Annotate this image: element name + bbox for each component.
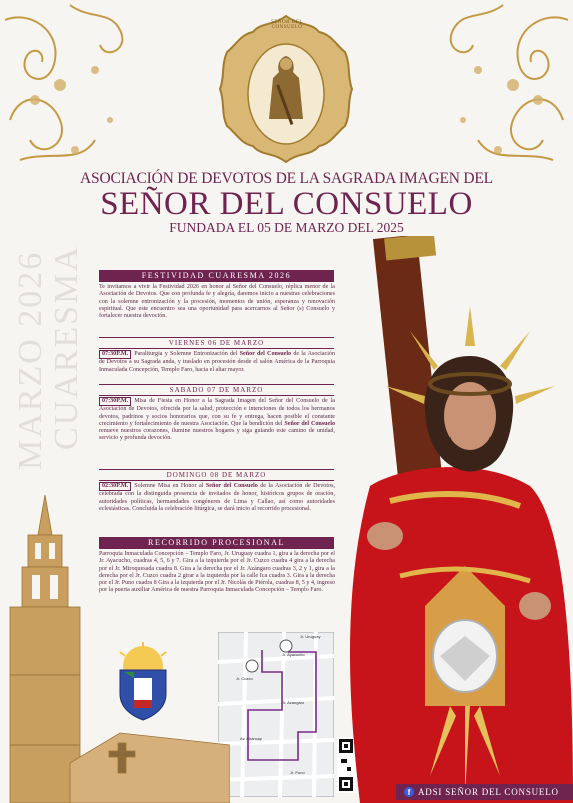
day-1-text [99, 350, 335, 374]
shield-emblem [110, 642, 176, 722]
watermark [12, 210, 85, 470]
festividad-intro: Te invitamos a vivir la Festividad 2026 en honor al Señor del Consuelo, réplica menor de la Asociación de Devotos. Que con profunda fe y alegría, daremos inicio a nuestras celebraciones con la solemne entronización y la procesión, momentos de unión, esperanza y renovación espiritual. Que este encuentro sea una oportunidad para acercarnos al Señor (s) Consuelo y fortalecer nuestra devoción. [99, 284, 335, 320]
route-map [218, 632, 334, 797]
recorrido-heading: RECORRIDO PROCESIONAL [99, 537, 334, 549]
day-1-heading: VIERNES 06 DE MARZO [99, 337, 334, 349]
ornament-top-right [430, 0, 573, 170]
founded-line: FUNDADA EL 05 DE MARZO DEL 2025 [169, 220, 404, 235]
facebook-icon: f [404, 787, 414, 797]
day-3-text-a: Solemne Misa en Honor al [134, 483, 206, 489]
association-line: ASOCIACIÓN DE DEVOTOS DE LA SAGRADA IMAGEN DEL [80, 170, 493, 187]
facebook-label: ADSI SEÑOR DEL CONSUELO [418, 787, 559, 797]
map-label-6: Jr. Puno [290, 770, 305, 775]
day-2-text-b: renueve nuestros corazones, ilumine nuestros hogares y siga guiando este camino de unidad, servicio y profunda devoción. [99, 428, 335, 442]
day-3-bold: Señor del Consuelo [205, 483, 258, 489]
day-1-text-b: de la Asociación de Devotos a su Sagrada anda, y traslado en procesión desde el salón América de la Parroquia Inmaculada Concepción, Templo Faro, hacia el altar mayor. [99, 351, 336, 373]
map-label-2: Jr. Ayacucho [282, 652, 305, 657]
day-1-bold: Señor del Consuelo [239, 351, 292, 357]
senor-del-consuelo-image [330, 236, 573, 803]
day-3-heading: DOMINGO 08 DE MARZO [99, 469, 334, 481]
map-label-4: Jr. Azángaro [282, 700, 305, 705]
recorrido-text: Parroquia Inmaculada Concepción – Templo Faro, Jr. Uruguay cuadra 1, gira a la derecha por el Jr. Ayacucho, cuadras 4, 5, 6 y 7. Gira a la izquierda por el Jr. Cuzco cuadra 4 gira a la derecha por el Jr. Miroquesada cuadra 8. Gira a la derecha por el Jr. Azángaro cuadras 3, 2 y 1, gira a la derecha por el Jr. Cuzco cuadra 2 girar a la izquierda por la calle Ica cuadra 3. Gira a la derecha por el Jr. Puno cuadra 8 Gira a la izquierda por el Jr. Nicolás de Piérola, cuadras 8, 5 y 4, ingreso por la puerta auxiliar América de nuestra Parroquia Inmaculada Concepción – Templo Faro. [99, 551, 335, 594]
day-2-time: 07:30P.M. [99, 397, 131, 406]
day-1-text-a: Paraliturgia y Solemne Entronización del [134, 351, 240, 357]
day-2-heading: SABADO 07 DE MARZO [99, 384, 334, 396]
day-2-text [99, 397, 335, 443]
day-2-bold: Señor del Consuelo [284, 420, 335, 427]
map-label-1: Jr. Uruguay [300, 634, 321, 639]
facebook-link[interactable] [396, 784, 573, 800]
watermark-line1: MARZO 2026 [12, 250, 49, 470]
day-3-text-b: de la Asociación de Devotos, celebrada con la distinguida presencia de invitados de honor, históricos grupos de oración, autoridades políticas, hermandades congéneres de Lima y Callao, así como autoridades eclesiásticas. Concluida la celebración litúrgica, se dará inicio al recorrido procesional. [99, 483, 335, 512]
day-1-time: 07:30P.M. [99, 350, 131, 359]
ornament-top-left [0, 0, 140, 170]
map-label-5: Av. Abancay [240, 736, 262, 741]
seal-emblem [219, 14, 354, 164]
seal-text: SEÑOR DEL CONSUELO [271, 20, 303, 30]
watermark-line2: CUARESMA [48, 245, 85, 450]
day-3-time: 02:30P.M. [99, 482, 131, 491]
page-title: SEÑOR DEL CONSUELO [100, 186, 473, 222]
map-label-3: Jr. Cuzco [236, 676, 253, 681]
festividad-heading: FESTIVIDAD CUARESMA 2026 [99, 270, 334, 282]
day-2-text-a: Misa de Fiesta en Honor a la Sagrada Imagen del Señor del Consuelo de la Asociación de Devotos, ofrecida por la salud, protección e intenciones de todos los hermanos devotos, padrinos y socios honorarios que, con su fe y entrega, hacen posible el constante crecimiento y fortalecimiento de nuestra Asociación. Que la bendición del [99, 398, 335, 427]
